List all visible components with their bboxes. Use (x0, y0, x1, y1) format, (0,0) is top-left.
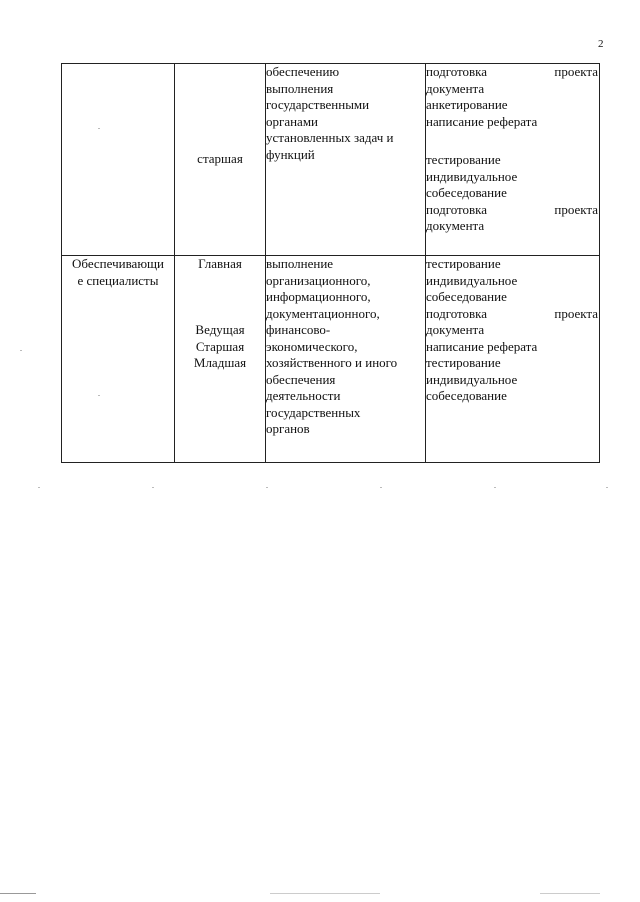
methods-line: тестирование (426, 152, 501, 167)
group-label: Ведущая (195, 322, 245, 337)
table-row (62, 256, 600, 463)
functions-line: функций (266, 146, 315, 162)
table-row (62, 64, 600, 256)
table-cell-group (175, 256, 266, 463)
table-cell-methods (426, 64, 600, 256)
functions-line: документационного, (266, 305, 380, 321)
methods-line: тестирование (426, 256, 501, 271)
methods-line: анкетирование (426, 97, 508, 112)
functions-line: органами (266, 113, 319, 129)
functions-line: экономического, (266, 338, 358, 354)
table-cell-methods (426, 256, 600, 463)
functions-line: финансово- (266, 322, 331, 337)
methods-line: документа (426, 218, 485, 233)
page-number: 2 (598, 38, 604, 50)
methods-line: собеседование (426, 388, 507, 403)
methods-line: документа (426, 322, 485, 337)
methods-line: индивидуальное (426, 168, 518, 184)
group-label: старшая (197, 150, 243, 166)
methods-line: собеседование (426, 185, 507, 200)
functions-line: деятельности (266, 388, 341, 403)
table-cell-functions (266, 64, 426, 256)
table-cell-category (62, 256, 175, 463)
group-label: Младшая (193, 355, 247, 370)
methods-line: подготовка проекта (426, 64, 598, 79)
functions-line: хозяйственного и иного (266, 355, 398, 370)
functions-line: выполнение (266, 256, 334, 271)
category-line: Обеспечивающи (71, 256, 164, 271)
methods-line: индивидуальное (426, 272, 518, 288)
category-line: е специалисты (77, 272, 159, 288)
functions-line: выполнения (266, 80, 334, 96)
functions-line: органов (266, 421, 310, 436)
functions-line: обеспечения (266, 371, 336, 387)
methods-line: собеседование (426, 289, 507, 304)
functions-line: государственными (266, 97, 370, 112)
table-cell-category (62, 64, 175, 256)
functions-line: информационного, (266, 289, 371, 304)
methods-line: подготовка проекта (426, 305, 598, 321)
table-cell-functions (266, 256, 426, 463)
group-label: Старшая (195, 338, 245, 354)
qualification-table (61, 63, 600, 463)
functions-line: государственных (266, 404, 361, 420)
table-cell-group (175, 64, 266, 256)
methods-line: подготовка проекта (426, 201, 598, 217)
functions-line: организационного, (266, 272, 371, 288)
methods-line: документа (426, 80, 485, 96)
methods-line: написание реферата (426, 338, 538, 354)
functions-line: обеспечению (266, 64, 340, 79)
group-label: Главная (198, 256, 242, 271)
methods-line: индивидуальное (426, 371, 518, 387)
methods-line: тестирование (426, 355, 501, 370)
functions-line: установленных задач и (266, 130, 394, 145)
methods-line: написание реферата (426, 113, 538, 129)
